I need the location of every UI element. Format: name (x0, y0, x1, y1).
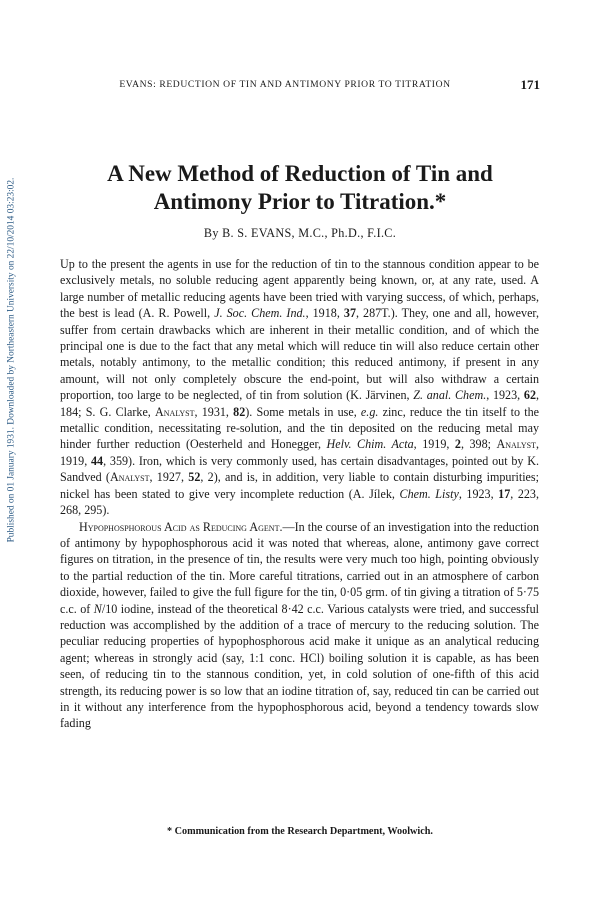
body-paragraph-1 (60, 256, 539, 519)
text-run: , 1923, (486, 388, 524, 403)
text-run: , 287T.). They, one and all, however, suffer from certain drawbacks which are inherent in their metallic condition, and of which the principal one is due to the fact that any metal which will reduce tin will also reduce certain other metals, notably antimony, to the metallic condition; this reduced antimony, if present in any amount, will not only completely obscure the end-point, but will also withdraw a certain proportion, too large to be neglected, of tin from solution (K. Järvinen, (60, 306, 539, 403)
journal-name: Helv. Chim. Acta (326, 437, 414, 452)
journal-name: Chem. Listy (399, 486, 459, 501)
volume-number: 52 (188, 470, 201, 485)
text-run: , 2), and is, in addition, very liable to contain disturbing impurities; nickel has been stated to give very incomplete reduction (A. Jílek, (60, 470, 539, 501)
text-run: /10 iodine, instead of the theoretical 8·42 c.c. Various catalysts were tried, and successful reduction was accomplished by the addition of a trace of mercury to the reducing solution. The peculiar reducing properties of hypophosphorous acid make it unique as an analytical reducing agent; whereas in strongly acid (say, 1:1 conc. HCl) boiling solution it is capable, as has been seen, of reducing tin to the stannous condition, yet, in cold solution of one-fifth of this acid strength, its reducing power is so low that an iodine titration of, say, reduced tin can be carried out in it without any interference from the hypophosphorous acid, beyond a tendency towards slow fading (60, 601, 539, 731)
section-heading: Hypophosphorous Acid as Reducing Agent. (79, 519, 283, 534)
volume-number: 37 (343, 306, 356, 321)
text-run: —In the course of an investigation into the reduction of antimony by hypophosphorous acid it was noted that whereas, alone, antimony gave correct figures on titration, in the presence of tin, the results were very much too high, pointing obviously to the partial reduction of the tin. More careful titrations, carried out in an atmosphere of carbon dioxide, however, failed to give the full figure for the tin, 0·05 grm. of tin giving a titration of 5·75 c.c. of (60, 519, 539, 616)
journal-name: Analyst (155, 404, 195, 419)
text-run: , 359). Iron, which is very commonly used, has certain disadvantages, pointed out by K. Sandved ( (60, 453, 539, 485)
text-run: , 1919, (413, 437, 455, 452)
journal-name: Z. anal. Chem. (413, 388, 487, 403)
text-run: , 184; S. G. Clarke, (60, 388, 540, 419)
article-title-line-1: A New Method of Reduction of Tin and (107, 161, 493, 186)
body-paragraph-2 (60, 519, 539, 732)
abbreviation: e.g. (360, 404, 379, 419)
volume-number: 2 (454, 437, 461, 452)
volume-number: 17 (498, 486, 511, 501)
article-body (60, 256, 539, 732)
article-title-line-2: Antimony Prior to Titration.* (153, 189, 447, 214)
volume-number: 44 (91, 453, 104, 468)
text-run: , 398; (460, 437, 497, 452)
footnote: * Communication from the Research Department, Woolwich. (167, 826, 433, 837)
text-run: , 1919, (60, 437, 539, 468)
text-run: , 1918, (305, 306, 344, 321)
journal-name: J. Soc. Chem. Ind. (214, 306, 306, 321)
journal-name: Analyst (109, 470, 150, 485)
author-byline: By B. S. EVANS, M.C., Ph.D., F.I.C. (203, 226, 397, 240)
page-number: 171 (520, 77, 540, 92)
download-watermark (0, 140, 22, 580)
text-run: , 1927, (149, 470, 189, 485)
running-head (60, 77, 540, 93)
text-run: , 1931, (194, 404, 234, 419)
text-run: , 1923, (458, 486, 499, 501)
volume-number: 82 (233, 404, 246, 419)
download-watermark-text: Published on 01 January 1931. Downloaded by Northeastern University on 22/10/2014 03:23:02. (6, 177, 16, 543)
text-run: , 223, 268, 295). (60, 486, 540, 518)
text-run: ). Some metals in use, (245, 404, 361, 419)
journal-name: Analyst (496, 437, 536, 452)
running-head-title: EVANS: REDUCTION OF TIN AND ANTIMONY PRIOR TO TITRATION (119, 79, 451, 90)
normality-symbol: N (93, 601, 102, 616)
text-run: zinc, reduce the tin itself to the metallic condition, necessitating re-solution, and the tin deposited on the reducing metal may hinder further reduction (Oesterheld and Honegger, (60, 404, 540, 452)
volume-number: 62 (523, 388, 536, 403)
text-run: Up to the present the agents in use for the reduction of tin to the stannous condition appear to be exclusively metals, no soluble reducing agent apparently being known, or, at any rate, used. A large number of metallic reducing agents have been tried with varying success, of which, perhaps, the best is lead (A. R. Powell, (60, 257, 539, 321)
article-title (60, 160, 540, 216)
